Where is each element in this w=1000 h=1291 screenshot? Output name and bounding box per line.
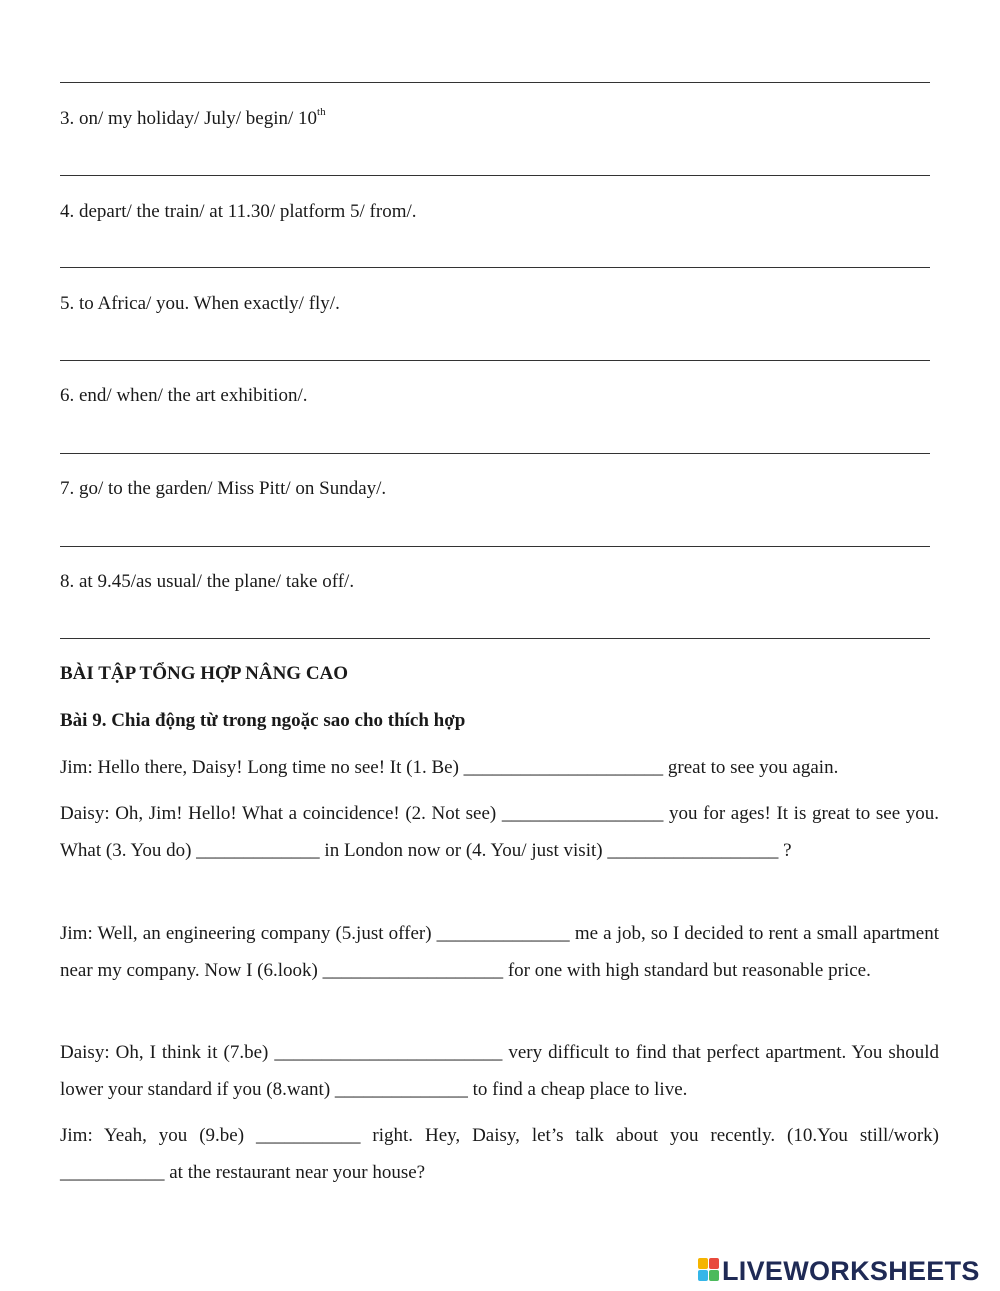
answer-line[interactable] (60, 546, 930, 547)
item-7: 7. go/ to the garden/ Miss Pitt/ on Sunday/. (60, 478, 387, 499)
dialogue-paragraph-2 (60, 795, 939, 869)
blank-6[interactable]: ___________________ (322, 960, 504, 981)
item-3-superscript: th (317, 106, 326, 118)
item-5: 5. to Africa/ you. When exactly/ fly/. (60, 293, 340, 314)
answer-line[interactable] (60, 453, 930, 454)
item-6: 6. end/ when/ the art exhibition/. (60, 385, 308, 406)
answer-line[interactable] (60, 82, 930, 83)
blank-1[interactable]: _____________________ (463, 757, 664, 778)
item-3 (60, 107, 326, 131)
dialogue-text: right. Hey, Daisy, let’s talk about you recently. (10.You still/work) (372, 1125, 939, 1146)
dialogue-text: for one with high standard but reasonable price. (507, 960, 871, 981)
dialogue-text: to find a cheap place to live. (472, 1079, 688, 1100)
exercise-title: Bài 9. Chia động từ trong ngoặc sao cho thích hợp (60, 710, 466, 731)
dialogue-paragraph-3 (60, 915, 939, 989)
answer-line[interactable] (60, 175, 930, 176)
blank-8[interactable]: ______________ (334, 1079, 468, 1100)
item-4: 4. depart/ the train/ at 11.30/ platform 5/ from/. (60, 201, 417, 222)
blank-4[interactable]: __________________ (607, 840, 779, 861)
item-3-text: 3. on/ my holiday/ July/ begin/ 10 (60, 108, 318, 129)
dialogue-text: Daisy: Oh, Jim! Hello! What a coincidence! (2. Not see) (60, 803, 497, 824)
answer-line[interactable] (60, 638, 930, 639)
item-8: 8. at 9.45/as usual/ the plane/ take off/. (60, 571, 355, 592)
dialogue-text: ? (783, 840, 792, 861)
dialogue-paragraph-1 (60, 749, 939, 786)
blank-10[interactable]: ___________ (60, 1162, 165, 1183)
blank-9[interactable]: ___________ (256, 1125, 361, 1146)
dialogue-text: Jim: Hello there, Daisy! Long time no see! It (1. Be) (60, 757, 459, 778)
blank-5[interactable]: ______________ (436, 923, 570, 944)
blank-2[interactable]: _________________ (501, 803, 664, 824)
dialogue-text: Jim: Yeah, you (9.be) (60, 1125, 245, 1146)
dialogue-text: me a job, so I decided to rent a small apartment near my company. Now I (6.look) (60, 923, 939, 981)
dialogue-text: great to see you again. (667, 757, 839, 778)
logo-text: LIVEWORKSHEETS (722, 1256, 980, 1286)
dialogue-text: at the restaurant near your house? (169, 1162, 426, 1183)
dialogue-text: Daisy: Oh, I think it (7.be) (60, 1042, 269, 1063)
dialogue-paragraph-5 (60, 1117, 939, 1191)
logo-icon (698, 1258, 720, 1282)
answer-line[interactable] (60, 267, 930, 268)
dialogue-text: you for ages! It is great to see you. What (3. You do) (60, 803, 939, 861)
dialogue-text: very difficult to find that perfect apartment. You should lower your standard if you (8.want) (60, 1042, 940, 1100)
dialogue-paragraph-4 (60, 1034, 939, 1108)
answer-line[interactable] (60, 360, 930, 361)
dialogue-text: Jim: Well, an engineering company (5.just offer) (60, 923, 432, 944)
blank-7[interactable]: ________________________ (274, 1042, 503, 1063)
section-title: BÀI TẬP TỔNG HỢP NÂNG CAO (60, 663, 349, 684)
dialogue-text: in London now or (4. You/ just visit) (324, 840, 603, 861)
blank-3[interactable]: _____________ (196, 840, 320, 861)
